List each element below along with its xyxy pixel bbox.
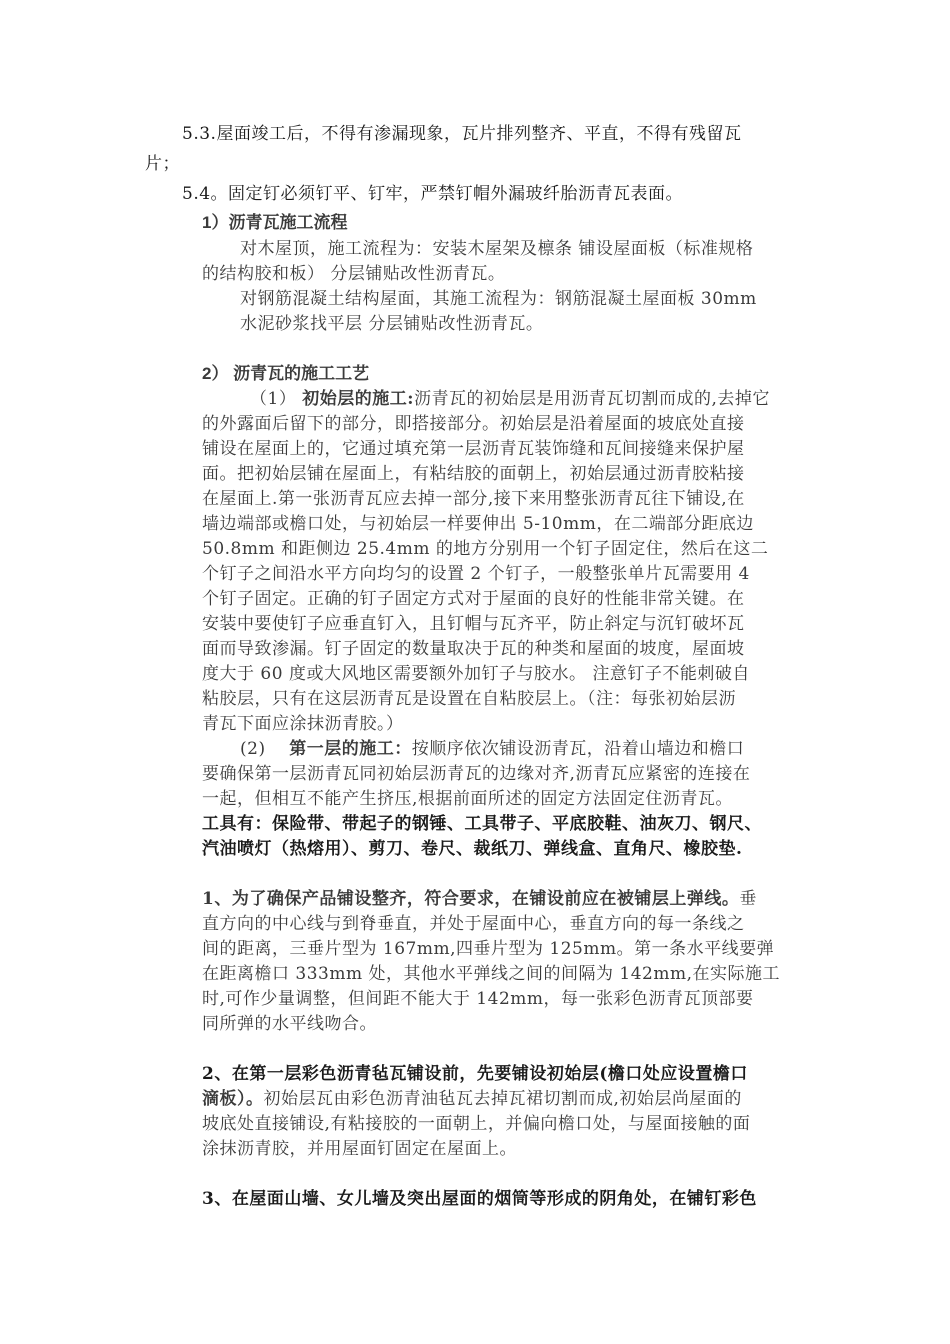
item1-text: 垂: [739, 889, 757, 909]
craft-p1-line: 安装中要使钉子应垂直钉入，且钉帽与瓦齐平，防止斜定与沉钉破坏瓦: [202, 614, 745, 634]
item1-line: 在距离檐口 333mm 处，其他水平弹线之间的间隔为 142mm,在实际施工: [202, 964, 780, 984]
craft-p1-line: 青瓦下面应涂抹沥青胶。）: [202, 714, 404, 734]
item1-line: 间的距离，三垂片型为 167mm,四垂片型为 125mm。第一条水平线要弹: [202, 939, 775, 959]
craft-p1-line: 的外露面后留下的部分，即搭接部分。初始层是沿着屋面的坡底处直接: [202, 414, 745, 434]
item2-line-1: 2、在第一层彩色沥青毡瓦铺设前，先要铺设初始层(檐口处应设置檐口: [202, 1064, 748, 1084]
flow-heading: 1）沥青瓦施工流程: [202, 213, 348, 232]
item1-line-1: [202, 887, 757, 911]
craft-p2-title: 第一层的施工：: [289, 739, 412, 759]
craft-p2-text: 按顺序依次铺设沥青瓦，沿着山墙边和檐口: [411, 739, 745, 759]
item3-line-1: 3、在屋面山墙、女儿墙及突出屋面的烟筒等形成的阴角处，在铺钉彩色: [202, 1189, 757, 1209]
item1-line: 同所弹的水平线吻合。: [202, 1014, 377, 1034]
flow-wood-line-1: 对木屋顶，施工流程为：安装木屋架及檩条 铺设屋面板（标准规格: [240, 239, 754, 259]
craft-p2-line: 要确保第一层沥青瓦同初始层沥青瓦的边缘对齐,沥青瓦应紧密的连接在: [202, 764, 751, 784]
flow-wood-line-2: 的结构胶和板） 分层铺贴改性沥青瓦。: [202, 264, 506, 284]
craft-p2-line-1: [240, 737, 744, 761]
clause-5-3-line-2: 片；: [145, 154, 180, 174]
craft-p1-line: 面。把初始层铺在屋面上，有粘结胶的面朝上，初始层通过沥青胶粘接: [202, 464, 745, 484]
craft-p2-line: 一起，但相互不能产生挤压,根据前面所述的固定方法固定住沥青瓦。: [202, 789, 733, 809]
item1-line: 时,可作少量调整，但间距不能大于 142mm，每一张彩色沥青瓦顶部要: [202, 989, 754, 1009]
flow-rc-line-1: 对钢筋混凝土结构屋面，其施工流程为：钢筋混凝土屋面板 30mm: [240, 289, 757, 309]
clause-5-4-line-1: 5.4。固定钉必须钉平、钉牢，严禁钉帽外漏玻纤胎沥青瓦表面。: [182, 184, 684, 204]
item2-line: 涂抹沥青胶，并用屋面钉固定在屋面上。: [202, 1139, 517, 1159]
clause-5-3-line-1: 5.3.屋面竣工后，不得有渗漏现象，瓦片排列整齐、平直，不得有残留瓦: [182, 124, 742, 144]
craft-p1-line: 面而导致渗漏。钉子固定的数量取决于瓦的种类和屋面的坡度，屋面坡: [202, 639, 745, 659]
craft-p2-number: (2): [240, 739, 266, 759]
tools-line-2: 汽油喷灯（热熔用）、剪刀、卷尺、裁纸刀、弹线盒、直角尺、橡胶垫.: [202, 839, 743, 859]
craft-p1-line: 度大于 60 度或大风地区需要额外加钉子与胶水。 注意钉子不能刺破自: [202, 664, 750, 684]
craft-p1-line: 50.8mm 和距侧边 25.4mm 的地方分别用一个钉子固定住，然后在这二: [202, 539, 769, 559]
craft-p1-number: （1）: [250, 389, 297, 409]
item1-bold: 1、为了确保产品铺设整齐，符合要求，在铺设前应在被铺层上弹线。: [202, 889, 740, 909]
item1-line: 直方向的中心线与到脊垂直，并处于屋面中心，垂直方向的每一条线之: [202, 914, 745, 934]
item2-text: 初始层瓦由彩色沥青油毡瓦去掉瓦裙切割而成,初始层尚屋面的: [263, 1089, 742, 1109]
craft-p1-line: 粘胶层，只有在这层沥青瓦是设置在自粘胶层上。（注：每张初始层沥: [202, 689, 736, 709]
craft-p1-title: 初始层的施工:: [302, 389, 415, 409]
craft-heading: 2） 沥青瓦的施工工艺: [202, 364, 370, 383]
item2-bold: 滴板）。: [202, 1089, 264, 1109]
item2-line: 坡底处直接铺设,有粘接胶的一面朝上，并偏向檐口处，与屋面接触的面: [202, 1114, 751, 1134]
craft-p1-text: 沥青瓦的初始层是用沥青瓦切割而成的,去掉它: [414, 389, 770, 409]
item2-line-2: [202, 1087, 742, 1111]
craft-p1-line: 铺设在屋面上的，它通过填充第一层沥青瓦装饰缝和瓦间接缝来保护屋: [202, 439, 745, 459]
craft-p1-line: 墙边端部或檐口处，与初始层一样要伸出 5-10mm，在二端部分距底边: [202, 514, 754, 534]
tools-line-1: 工具有：保险带、带起子的钢锤、工具带子、平底胶鞋、油灰刀、钢尺、: [202, 814, 762, 834]
craft-p1-line-1: [250, 387, 770, 411]
flow-rc-line-2: 水泥砂浆找平层 分层铺贴改性沥青瓦。: [240, 314, 544, 334]
craft-p1-line: 在屋面上.第一张沥青瓦应去掉一部分,接下来用整张沥青瓦往下铺设,在: [202, 489, 745, 509]
craft-p1-line: 个钉子之间沿水平方向均匀的设置 2 个钉子，一般整张单片瓦需要用 4: [202, 564, 750, 584]
craft-p1-line: 个钉子固定。正确的钉子固定方式对于屋面的良好的性能非常关键。在: [202, 589, 745, 609]
